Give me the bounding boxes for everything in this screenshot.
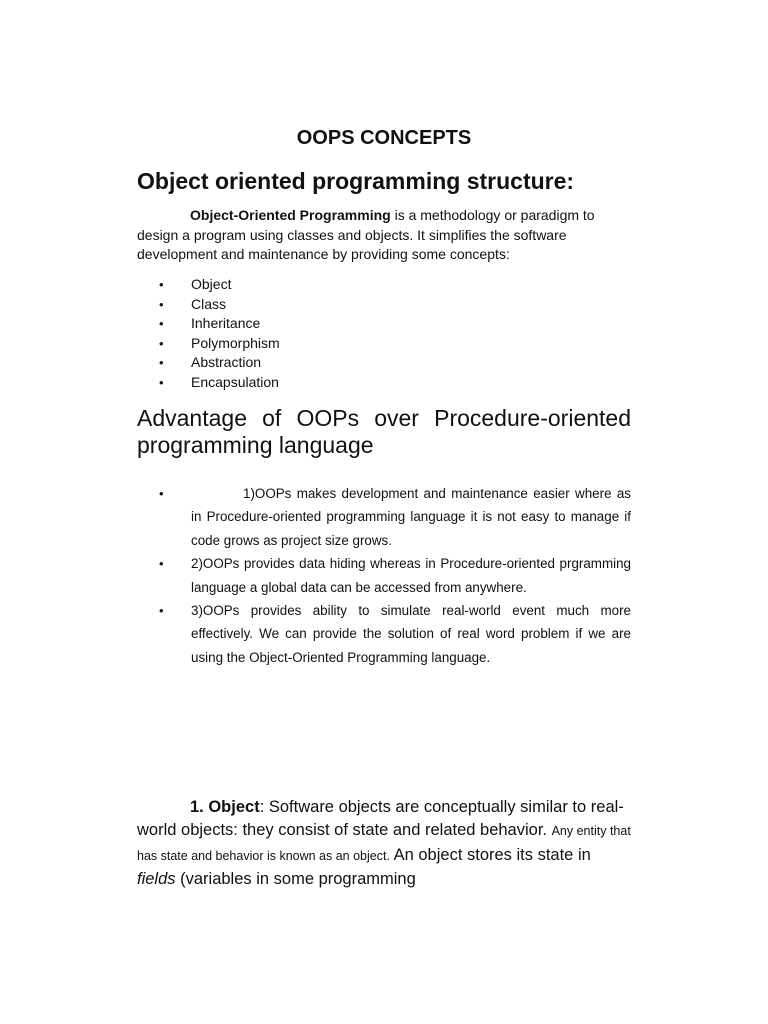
bullet-icon: • bbox=[159, 603, 164, 619]
concepts-list bbox=[137, 275, 437, 392]
concept-label: Object bbox=[191, 276, 232, 292]
concept-label: Abstraction bbox=[191, 354, 262, 370]
concept-label: Inheritance bbox=[191, 315, 261, 331]
intro-text: is a methodology or paradigm to design a program using classes and objects. It simplifies the software development and maintenance by providing some concepts: bbox=[137, 207, 595, 262]
object-paragraph bbox=[137, 796, 631, 892]
list-item bbox=[137, 482, 631, 552]
object-italic-term: fields bbox=[137, 870, 176, 889]
list-item bbox=[137, 353, 437, 373]
advantage-text: 3)OOPs provides ability to simulate real-world event much more effectively. We can provide the solution of real word problem if we are using the Object-Oriented Programming language. bbox=[191, 603, 631, 665]
intro-paragraph bbox=[137, 206, 631, 265]
object-text: An object stores its state in bbox=[389, 845, 591, 864]
bullet-icon: • bbox=[159, 355, 164, 370]
object-text: : Software objects are conceptually similar to real-world objects: they consist of state and related behavior. bbox=[137, 798, 624, 840]
advantage-text: 2)OOPs provides data hiding whereas in Procedure-oriented prgramming language a global data can be accessed from anywhere. bbox=[191, 556, 631, 595]
bullet-icon: • bbox=[159, 556, 164, 572]
bullet-icon: • bbox=[159, 296, 164, 312]
concept-label: Encapsulation bbox=[191, 373, 279, 390]
list-item bbox=[137, 599, 631, 669]
advantage-text: 1)OOPs makes development and maintenance easier where as in Procedure-oriented programming language it is not easy to manage if code grows as project size grows. bbox=[191, 486, 631, 548]
intro-bold-term: Object-Oriented Programming bbox=[190, 207, 391, 223]
document-title: OOPS CONCEPTS bbox=[296, 127, 472, 149]
object-term: 1. Object bbox=[190, 798, 260, 816]
bullet-icon: • bbox=[159, 277, 164, 292]
bullet-icon: • bbox=[159, 316, 164, 331]
object-text-small: Any entity that has state and behavior is known as an object. bbox=[137, 824, 631, 863]
concept-label: Polymorphism bbox=[191, 334, 280, 351]
list-item bbox=[137, 295, 437, 315]
list-item bbox=[137, 373, 437, 393]
section-heading-structure: Object oriented programming structure: bbox=[137, 168, 575, 194]
object-text: (variables in some programming bbox=[175, 870, 416, 889]
advantages-list bbox=[137, 482, 631, 669]
section-heading-advantage: Advantage of OOPs over Procedure-oriented programming language bbox=[137, 405, 631, 458]
bullet-icon: • bbox=[159, 335, 164, 351]
list-item bbox=[137, 275, 437, 295]
concept-label: Class bbox=[191, 295, 227, 312]
list-item bbox=[137, 314, 437, 334]
bullet-icon: • bbox=[159, 486, 164, 501]
list-item bbox=[137, 334, 437, 354]
bullet-icon: • bbox=[159, 374, 164, 390]
list-item bbox=[137, 552, 631, 599]
